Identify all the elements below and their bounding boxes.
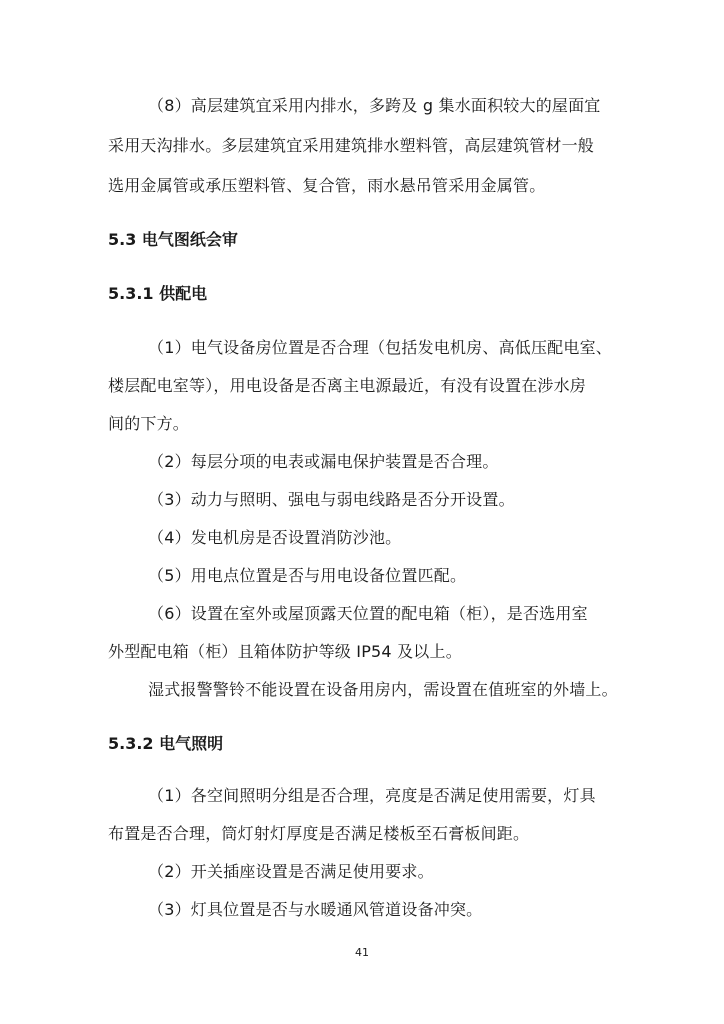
- paragraph-line: （2）每层分项的电表或漏电保护装置是否合理。: [148, 452, 499, 471]
- paragraph-line: 间的下方。: [108, 414, 190, 433]
- paragraph-line: 选用金属管或承压塑料管、复合管，雨水悬吊管采用金属管。: [108, 176, 546, 195]
- paragraph-line: （5）用电点位置是否与用电设备位置匹配。: [148, 566, 467, 585]
- paragraph-line: 外型配电箱（柜）且箱体防护等级 IP54 及以上。: [108, 642, 462, 661]
- page-number: 41: [355, 946, 369, 959]
- section-heading-5-3: 5.3 电气图纸会审: [108, 230, 238, 249]
- paragraph-line: （4）发电机房是否设置消防沙池。: [148, 528, 402, 547]
- paragraph-line: 湿式报警警铃不能设置在设备用房内，需设置在值班室的外墙上。: [148, 680, 618, 699]
- paragraph-line: 布置是否合理，筒灯射灯厚度是否满足楼板至石膏板间距。: [108, 824, 530, 843]
- paragraph-line: （6）设置在室外或屋顶露天位置的配电箱（柜），是否选用室: [148, 604, 588, 623]
- subsection-heading-5-3-1: 5.3.1 供配电: [108, 284, 208, 303]
- paragraph-line: （2）开关插座设置是否满足使用要求。: [148, 862, 434, 881]
- paragraph-line: 楼层配电室等），用电设备是否离主电源最近，有没有设置在涉水房: [108, 376, 587, 395]
- paragraph-line: （8）高层建筑宜采用内排水，多跨及 g 集水面积较大的屋面宜: [148, 96, 601, 115]
- paragraph-line: （1）各空间照明分组是否合理，亮度是否满足使用需要，灯具: [148, 786, 596, 805]
- paragraph-line: 采用天沟排水。多层建筑宜采用建筑排水塑料管，高层建筑管材一般: [108, 136, 595, 155]
- paragraph-line: （3）灯具位置是否与水暖通风管道设备冲突。: [148, 900, 483, 919]
- paragraph-line: （1）电气设备房位置是否合理（包括发电机房、高低压配电室、: [148, 338, 612, 357]
- subsection-heading-5-3-2: 5.3.2 电气照明: [108, 734, 224, 753]
- paragraph-line: （3）动力与照明、强电与弱电线路是否分开设置。: [148, 490, 515, 509]
